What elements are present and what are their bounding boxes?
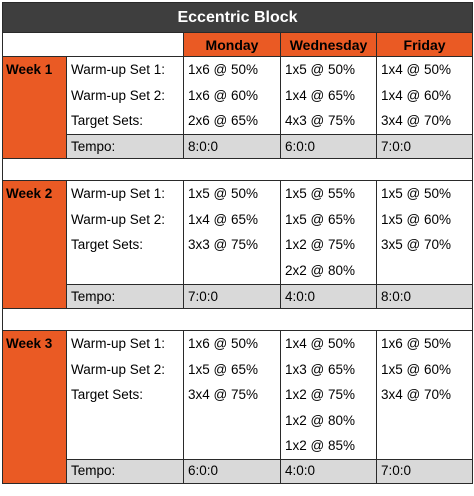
set-label: Warm-up Set 2: (71, 87, 166, 103)
set-label: Warm-up Set 1: (71, 186, 166, 201)
week-2-tempo-friday: 8:0:0 (377, 285, 473, 309)
set-label: Target Sets: (71, 237, 144, 252)
set-value: 1x5 @ 55% (285, 186, 355, 201)
week-3-tempo-friday: 7:0:0 (377, 459, 473, 483)
set-value: 3x4 @ 70% (381, 387, 451, 402)
week-3-tempo-wednesday: 4:0:0 (281, 459, 377, 483)
set-value: 1x3 @ 65% (285, 361, 355, 377)
set-value: 1x6 @ 50% (381, 336, 451, 351)
set-value: 1x5 @ 50% (381, 186, 451, 201)
set-label: Target Sets: (71, 113, 144, 128)
week-3-tempo-monday: 6:0:0 (184, 459, 281, 483)
week-3-tempo-label: Tempo: (67, 459, 184, 483)
day-header-friday: Friday (377, 33, 473, 57)
week-3-label: Week 3 (3, 331, 67, 484)
week-separator (3, 159, 473, 181)
set-value: 1x2 @ 80% (285, 412, 355, 428)
set-value: 1x4 @ 50% (381, 62, 451, 77)
week-1-tempo-wednesday: 6:0:0 (281, 135, 377, 159)
set-value: 1x6 @ 60% (188, 87, 258, 103)
set-value: 1x5 @ 60% (381, 361, 451, 377)
week-2-tempo-wednesday: 4:0:0 (281, 285, 377, 309)
set-value: 1x2 @ 75% (285, 387, 355, 402)
set-value: 1x5 @ 60% (381, 211, 451, 227)
week-separator (3, 309, 473, 331)
week-1-set-labels (67, 57, 184, 135)
set-value: 1x5 @ 50% (188, 186, 258, 201)
set-value: 1x5 @ 50% (285, 62, 355, 77)
set-value: 1x2 @ 75% (285, 237, 355, 252)
set-value: 2x6 @ 65% (188, 113, 258, 128)
set-value: 1x6 @ 50% (188, 62, 258, 77)
set-label: Warm-up Set 2: (71, 211, 166, 227)
week-2-wednesday (281, 181, 377, 285)
set-value: 1x2 @ 85% (285, 438, 355, 453)
set-value: 1x6 @ 50% (188, 336, 258, 351)
day-header-monday: Monday (184, 33, 281, 57)
week-3-friday (377, 331, 473, 460)
set-value: 1x4 @ 65% (188, 211, 258, 227)
set-value: 3x4 @ 70% (381, 113, 451, 128)
week-1-tempo-label: Tempo: (67, 135, 184, 159)
week-2-tempo-label: Tempo: (67, 285, 184, 309)
day-header-wednesday: Wednesday (281, 33, 377, 57)
week-1-tempo-monday: 8:0:0 (184, 135, 281, 159)
set-value: 1x5 @ 65% (188, 361, 258, 377)
set-label: Warm-up Set 1: (71, 336, 166, 351)
table-title: Eccentric Block (3, 3, 473, 33)
set-value: 3x3 @ 75% (188, 237, 258, 252)
week-1-monday (184, 57, 281, 135)
set-label: Warm-up Set 1: (71, 62, 166, 77)
week-2-friday (377, 181, 473, 285)
week-1-friday (377, 57, 473, 135)
week-3-set-labels (67, 331, 184, 460)
week-2-tempo-monday: 7:0:0 (184, 285, 281, 309)
week-3-wednesday (281, 331, 377, 460)
week-1-wednesday (281, 57, 377, 135)
week-2-set-labels (67, 181, 184, 285)
set-value: 3x4 @ 75% (188, 387, 258, 402)
set-value: 1x4 @ 60% (381, 87, 451, 103)
week-1-label: Week 1 (3, 57, 67, 159)
set-value: 4x3 @ 75% (285, 113, 355, 128)
set-value: 3x5 @ 70% (381, 237, 451, 252)
week-2-label: Week 2 (3, 181, 67, 309)
set-value: 1x4 @ 65% (285, 87, 355, 103)
header-blank (3, 33, 184, 57)
set-value: 1x5 @ 65% (285, 211, 355, 227)
set-label: Target Sets: (71, 387, 144, 402)
set-value: 1x4 @ 50% (285, 336, 355, 351)
week-2-monday (184, 181, 281, 285)
set-value: 2x2 @ 80% (285, 262, 355, 278)
set-label: Warm-up Set 2: (71, 361, 166, 377)
eccentric-block-table (2, 2, 473, 484)
week-1-tempo-friday: 7:0:0 (377, 135, 473, 159)
week-3-monday (184, 331, 281, 460)
